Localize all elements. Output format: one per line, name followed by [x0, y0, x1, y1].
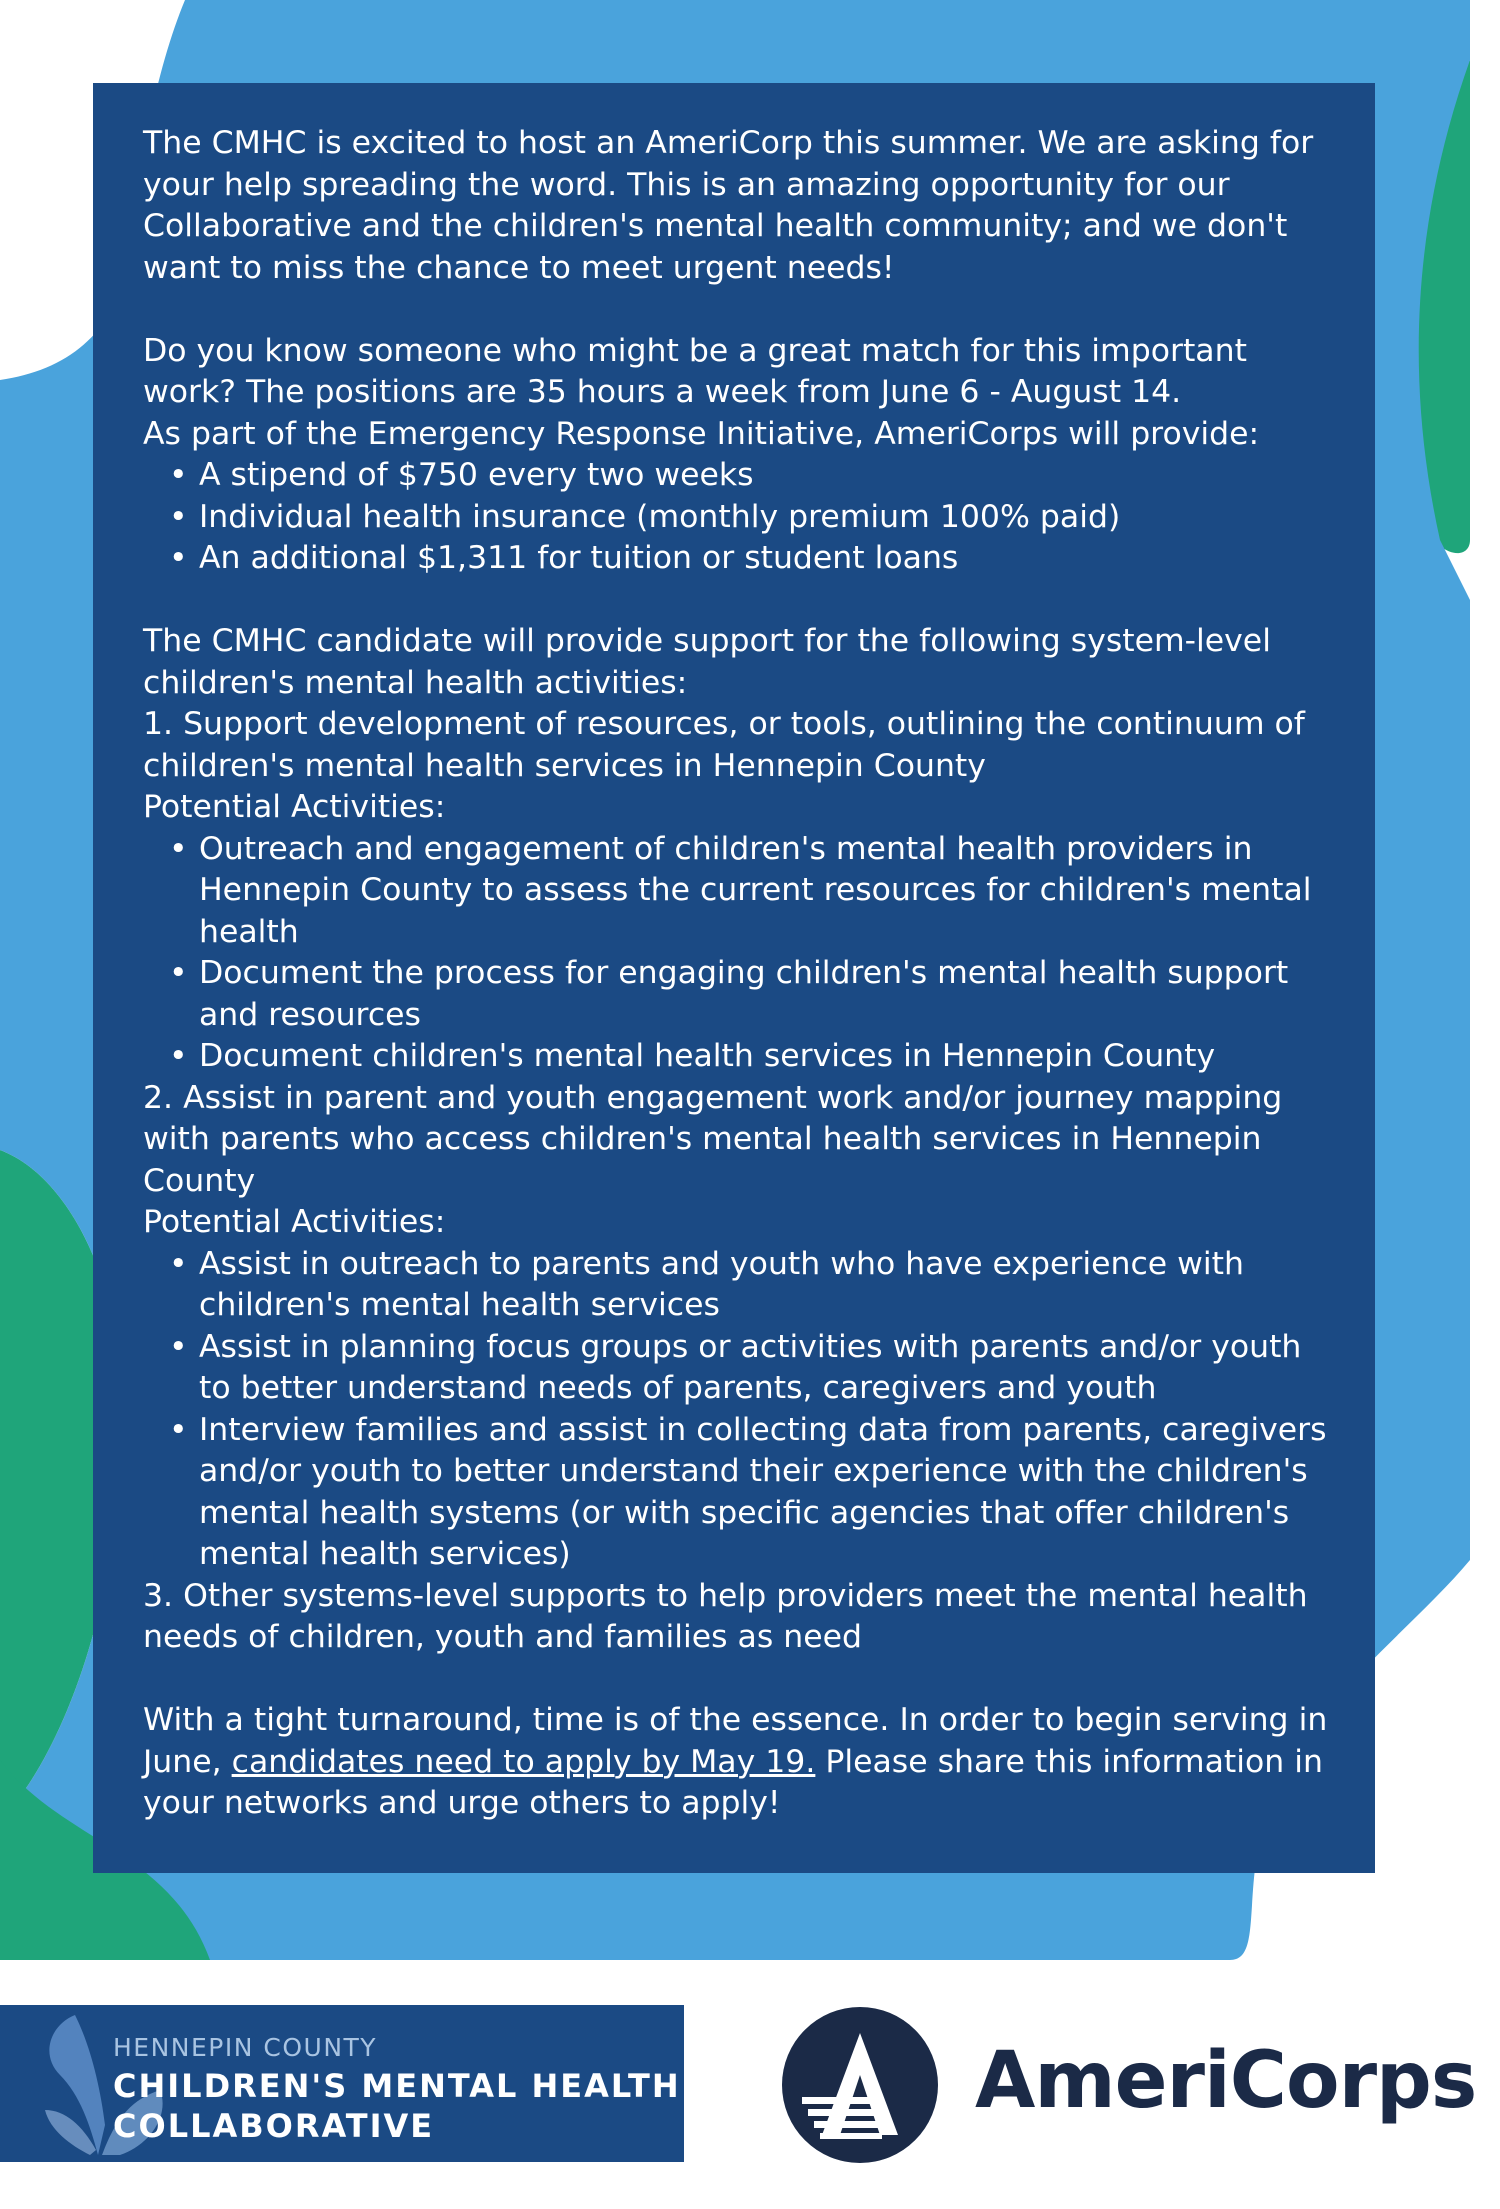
activities-list-2: [143, 1244, 1331, 1576]
activity-item: • Outreach and engagement of children's mental health providers in Hennepin County to assess the current resources for children's mental health: [143, 829, 1331, 954]
potential-activities-heading-2: Potential Activities:: [143, 1204, 446, 1240]
cmhc-logo-line1: HENNEPIN COUNTY: [113, 2033, 378, 2062]
activity-item: • Document children's mental health services in Hennepin County: [143, 1036, 1331, 1078]
closing-paragraph: [143, 1700, 1331, 1825]
activity-item: • Interview families and assist in collecting data from parents, caregivers and/or youth to better understand their experience with the children's mental health systems (or with specific agencies that offer children's mental health services): [143, 1410, 1331, 1576]
benefits-list: [143, 455, 1331, 580]
benefit-item: • An additional $1,311 for tuition or student loans: [143, 538, 1331, 580]
benefit-item: • Individual health insurance (monthly premium 100% paid): [143, 497, 1331, 539]
candidate-intro: The CMHC candidate will provide support for the following system-level children's mental health activities:: [143, 623, 1271, 701]
cmhc-logo: [0, 2005, 684, 2162]
activities-list-1: [143, 829, 1331, 1078]
positions-paragraph: Do you know someone who might be a great match for this important work? The positions are 35 hours a week from June 6 - August 14.: [143, 332, 1247, 410]
potential-activities-heading-1: Potential Activities:: [143, 789, 446, 825]
activity-area-1: 1. Support development of resources, or tools, outlining the continuum of children's mental health services in Hennepin County: [143, 706, 1305, 784]
activity-item: • Document the process for engaging children's mental health support and resources: [143, 953, 1331, 1036]
closing-text: With a tight turnaround, time is of the essence. In order to begin serving in June,: [143, 1702, 1328, 1780]
benefit-item: • A stipend of $750 every two weeks: [143, 455, 1331, 497]
apply-deadline-link[interactable]: candidates need to apply by May 19.: [231, 1743, 816, 1780]
flyer-panel: [93, 83, 1375, 1873]
activity-area-3: 3. Other systems-level supports to help providers meet the mental health needs of children, youth and families as need: [143, 1577, 1308, 1655]
provide-intro: As part of the Emergency Response Initiative, AmeriCorps will provide:: [143, 415, 1260, 452]
americorps-wordmark: AmeriCorps: [975, 2036, 1477, 2126]
americorps-emblem-icon: [780, 2005, 940, 2165]
activity-item: • Assist in outreach to parents and youth who have experience with children's mental health services: [143, 1244, 1331, 1327]
closing-text-end: Please share this information in your networks and urge others to apply!: [143, 1743, 1323, 1821]
intro-paragraph: The CMHC is excited to host an AmeriCorp this summer. We are asking for your help spreading the word. This is an amazing opportunity for our Collaborative and the children's mental health community; and we don't want to miss the chance to meet urgent needs!: [143, 125, 1314, 286]
cmhc-logo-line2: CHILDREN'S MENTAL HEALTH: [113, 2067, 681, 2105]
cmhc-logo-line3: COLLABORATIVE: [113, 2107, 435, 2145]
activity-item: • Assist in planning focus groups or activities with parents and/or youth to better understand needs of parents, caregivers and youth: [143, 1327, 1331, 1410]
activity-area-2: 2. Assist in parent and youth engagement work and/or journey mapping with parents who access children's mental health services in Hennepin County: [143, 1079, 1283, 1199]
